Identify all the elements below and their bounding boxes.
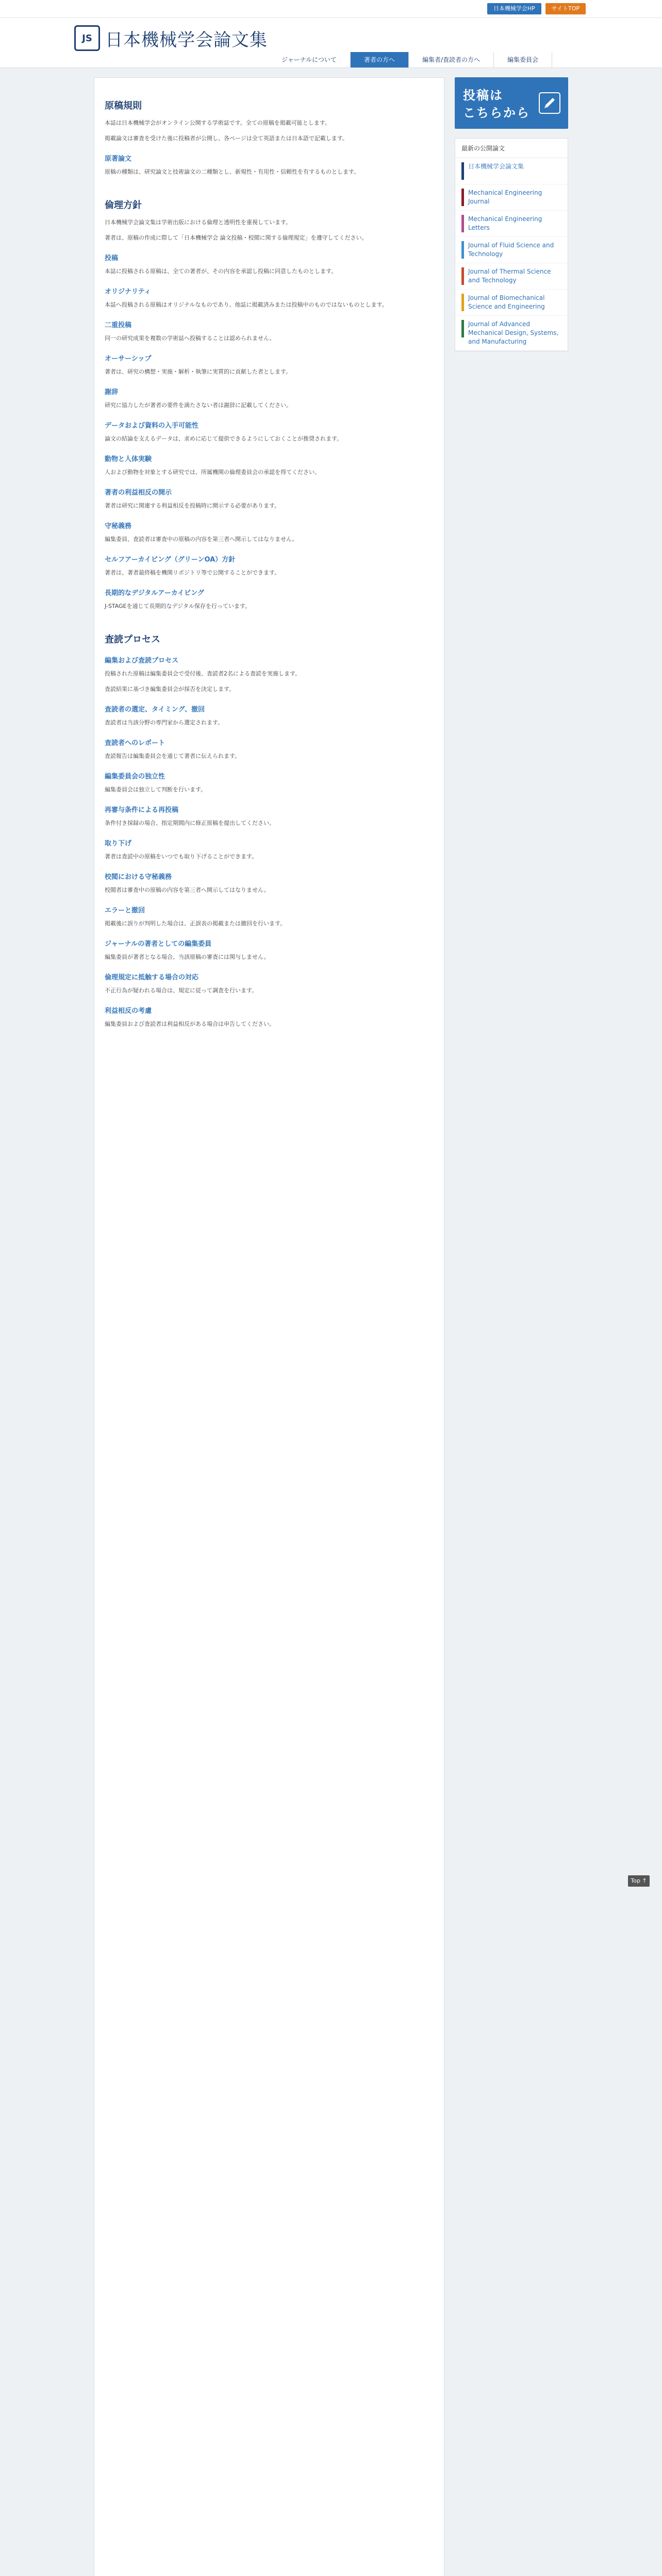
paragraph: 校閲者は審査中の原稿の内容を第三者へ開示してはなりません。 <box>105 887 270 893</box>
submit-cta-button[interactable] <box>455 77 568 129</box>
journal-label: Journal of Thermal Science and Technology <box>468 268 551 284</box>
journal-label: Journal of Biomechanical Science and Engineering <box>468 294 545 310</box>
subsection-title: セルフアーカイビング（グリーンOA）方針 <box>105 556 236 564</box>
logo-mark-icon: JS <box>74 25 100 51</box>
journal-color-bar <box>461 241 464 259</box>
paragraph: 日本機械学会論文集は学術出版における倫理と透明性を重視しています。 <box>105 219 292 226</box>
paragraph: 著者は、著者最終稿を機関リポジトリ等で公開することができます。 <box>105 569 280 576</box>
journal-color-bar <box>461 215 464 232</box>
journal-label: Mechanical Engineering Journal <box>468 189 542 205</box>
section-title: 査読プロセス <box>105 634 160 645</box>
paragraph: 著者は査読中の原稿をいつでも取り下げることができます。 <box>105 853 258 860</box>
jsme-home-button[interactable]: 日本機械学会HP <box>487 3 541 14</box>
journal-color-bar <box>461 189 464 206</box>
main-content <box>94 77 444 2576</box>
subsection-title: 守秘義務 <box>105 522 132 530</box>
subsection-title: 倫理規定に抵触する場合の対応 <box>105 974 199 981</box>
section-spacer <box>105 1035 434 1039</box>
subsection-title: 動物と人体実験 <box>105 455 152 463</box>
paragraph: 著者は、原稿の作成に際して「日本機械学会 論文投稿・校閲に関する倫理規定」を遵守してください。 <box>105 234 368 241</box>
journal-color-bar <box>461 267 464 285</box>
subsection-title: 編集委員会の独立性 <box>105 773 166 781</box>
page-top-button[interactable]: Top ↑ <box>628 1875 650 1887</box>
subsection-title: 二重投稿 <box>105 321 132 329</box>
subsection-title: データおよび資料の入手可能性 <box>105 422 199 430</box>
subsection-title: 著者の利益相反の開示 <box>105 489 172 497</box>
submit-cta-label <box>463 87 530 122</box>
subsection-title: 利益相反の考慮 <box>105 1007 152 1015</box>
subsection-title: オリジナリティ <box>105 288 151 296</box>
paragraph: 掲載後に誤りが判明した場合は、正誤表の掲載または撤回を行います。 <box>105 920 286 927</box>
nav-editors-reviewers[interactable]: 編集者/査読者の方へ <box>409 52 494 67</box>
journal-list <box>455 158 568 351</box>
subsection-title: 取り下げ <box>105 840 132 848</box>
nav-about[interactable]: ジャーナルについて <box>268 52 351 67</box>
subsection-title: 謝辞 <box>105 388 119 396</box>
journal-label: Mechanical Engineering Letters <box>468 215 542 231</box>
paragraph: 編集委員、査読者は審査中の原稿の内容を第三者へ開示してはなりません。 <box>105 536 298 543</box>
site-top-button[interactable]: サイトTOP <box>545 3 586 14</box>
paragraph: 本誌に投稿される原稿は、全ての著者が、その内容を承認し投稿に同意したものとします。 <box>105 268 337 275</box>
subsection-title: 投稿 <box>105 255 119 262</box>
subsection-title: 再審与条件による再投稿 <box>105 806 179 814</box>
journal-label: Journal of Fluid Science and Technology <box>468 242 554 258</box>
journal-link[interactable] <box>455 184 568 211</box>
nav-editorial-board[interactable]: 編集委員会 <box>494 52 552 67</box>
paragraph: 人および動物を対象とする研究では、所属機関の倫理委員会の承認を得てください。 <box>105 469 320 476</box>
site-logo[interactable] <box>74 25 268 51</box>
subsection-title: 査読者へのレポート <box>105 739 166 747</box>
site-header <box>0 18 662 68</box>
subsection-title: オーサーシップ <box>105 355 152 363</box>
paragraph: 投稿された原稿は編集委員会で受付後、査読者2名による査読を実施します。 <box>105 670 301 677</box>
logo-text: 日本機械学会論文集 <box>105 29 268 50</box>
paragraph: 編集委員が著者となる場合、当該原稿の審査には関与しません。 <box>105 954 270 960</box>
paragraph: 掲載論文は審査を受けた後に投稿者が公開し、各ページは全て英語または日本語で記載します。 <box>105 135 348 142</box>
cta-line: こちらから <box>463 106 530 120</box>
section-title: 原稿規則 <box>105 100 142 111</box>
journal-color-bar <box>461 320 464 337</box>
paragraph: 編集委員および査読者は利益相反がある場合は申告してください。 <box>105 1021 275 1027</box>
global-nav <box>268 52 552 67</box>
recent-papers-title: 最新の公開論文 <box>455 139 568 158</box>
paragraph: J-STAGEを通じて長期的なデジタル保存を行っています。 <box>105 603 251 609</box>
subsection-title: エラーと撤回 <box>105 907 145 914</box>
journal-link[interactable] <box>455 158 568 184</box>
paragraph: 著者は研究に関連する利益相反を投稿時に開示する必要があります。 <box>105 502 280 509</box>
subsection-title: 査読者の選定、タイミング、撤回 <box>105 706 205 714</box>
subsection-title: 長期的なデジタルアーカイビング <box>105 589 204 597</box>
paragraph: 査読報告は編集委員会を通じて著者に伝えられます。 <box>105 753 241 759</box>
journal-color-bar <box>461 162 464 180</box>
paragraph: 論文の結論を支えるデータは、求めに応じて提供できるようにしておくことが推奨されます。 <box>105 435 343 442</box>
subsection-title: 原著論文 <box>105 155 132 163</box>
nav-authors[interactable]: 著者の方へ <box>351 52 409 67</box>
section-spacer <box>105 182 434 187</box>
journal-color-bar <box>461 294 464 311</box>
paragraph: 同一の研究成果を複数の学術誌へ投稿することは認められません。 <box>105 335 275 342</box>
content-container <box>94 77 568 2576</box>
paragraph: 本誌へ投稿される原稿はオリジナルなものであり、他誌に掲載済みまたは投稿中のものではないものとします。 <box>105 301 388 308</box>
recent-papers-box <box>455 138 568 351</box>
journal-link[interactable] <box>455 316 568 351</box>
paragraph: 本誌は日本機械学会がオンライン公開する学術誌です。全ての原稿を掲載可能とします。 <box>105 120 330 126</box>
paragraph: 著者は、研究の構想・実施・解析・執筆に実質的に貢献した者とします。 <box>105 368 292 375</box>
paragraph: 査読結果に基づき編集委員会が採否を決定します。 <box>105 686 235 692</box>
journal-link[interactable] <box>455 237 568 263</box>
cta-line: 投稿は <box>463 88 503 103</box>
paragraph: 編集委員会は独立して判断を行います。 <box>105 786 207 793</box>
paragraph: 研究に協力したが著者の要件を満たさない者は謝辞に記載してください。 <box>105 402 292 409</box>
paragraph: 査読者は当該分野の専門家から選定されます。 <box>105 719 224 726</box>
paragraph: 原稿の種類は、研究論文と技術論文の二種類とし、新規性・有用性・信頼性を有するものとします。 <box>105 168 360 175</box>
journal-link[interactable] <box>455 211 568 237</box>
main-inner <box>94 78 444 1039</box>
subsection-title: ジャーナルの著者としての編集委員 <box>105 940 212 948</box>
section-spacer <box>105 617 434 621</box>
journal-label: Journal of Advanced Mechanical Design, Systems, and Manufacturing <box>468 320 559 345</box>
paragraph: 条件付き採録の場合、指定期間内に修正原稿を提出してください。 <box>105 820 275 826</box>
subsection-title: 編集および査読プロセス <box>105 657 179 665</box>
subsection-title: 校閲における守秘義務 <box>105 873 172 881</box>
journal-link[interactable] <box>455 263 568 290</box>
sidebar <box>455 77 568 351</box>
pencil-icon <box>538 92 561 114</box>
journal-label: 日本機械学会論文集 <box>468 163 524 170</box>
top-buttons <box>487 3 586 14</box>
top-bar <box>0 0 662 18</box>
journal-link[interactable] <box>455 290 568 316</box>
section-title: 倫理方針 <box>105 200 142 211</box>
paragraph: 不正行為が疑われる場合は、規定に従って調査を行います。 <box>105 987 258 994</box>
